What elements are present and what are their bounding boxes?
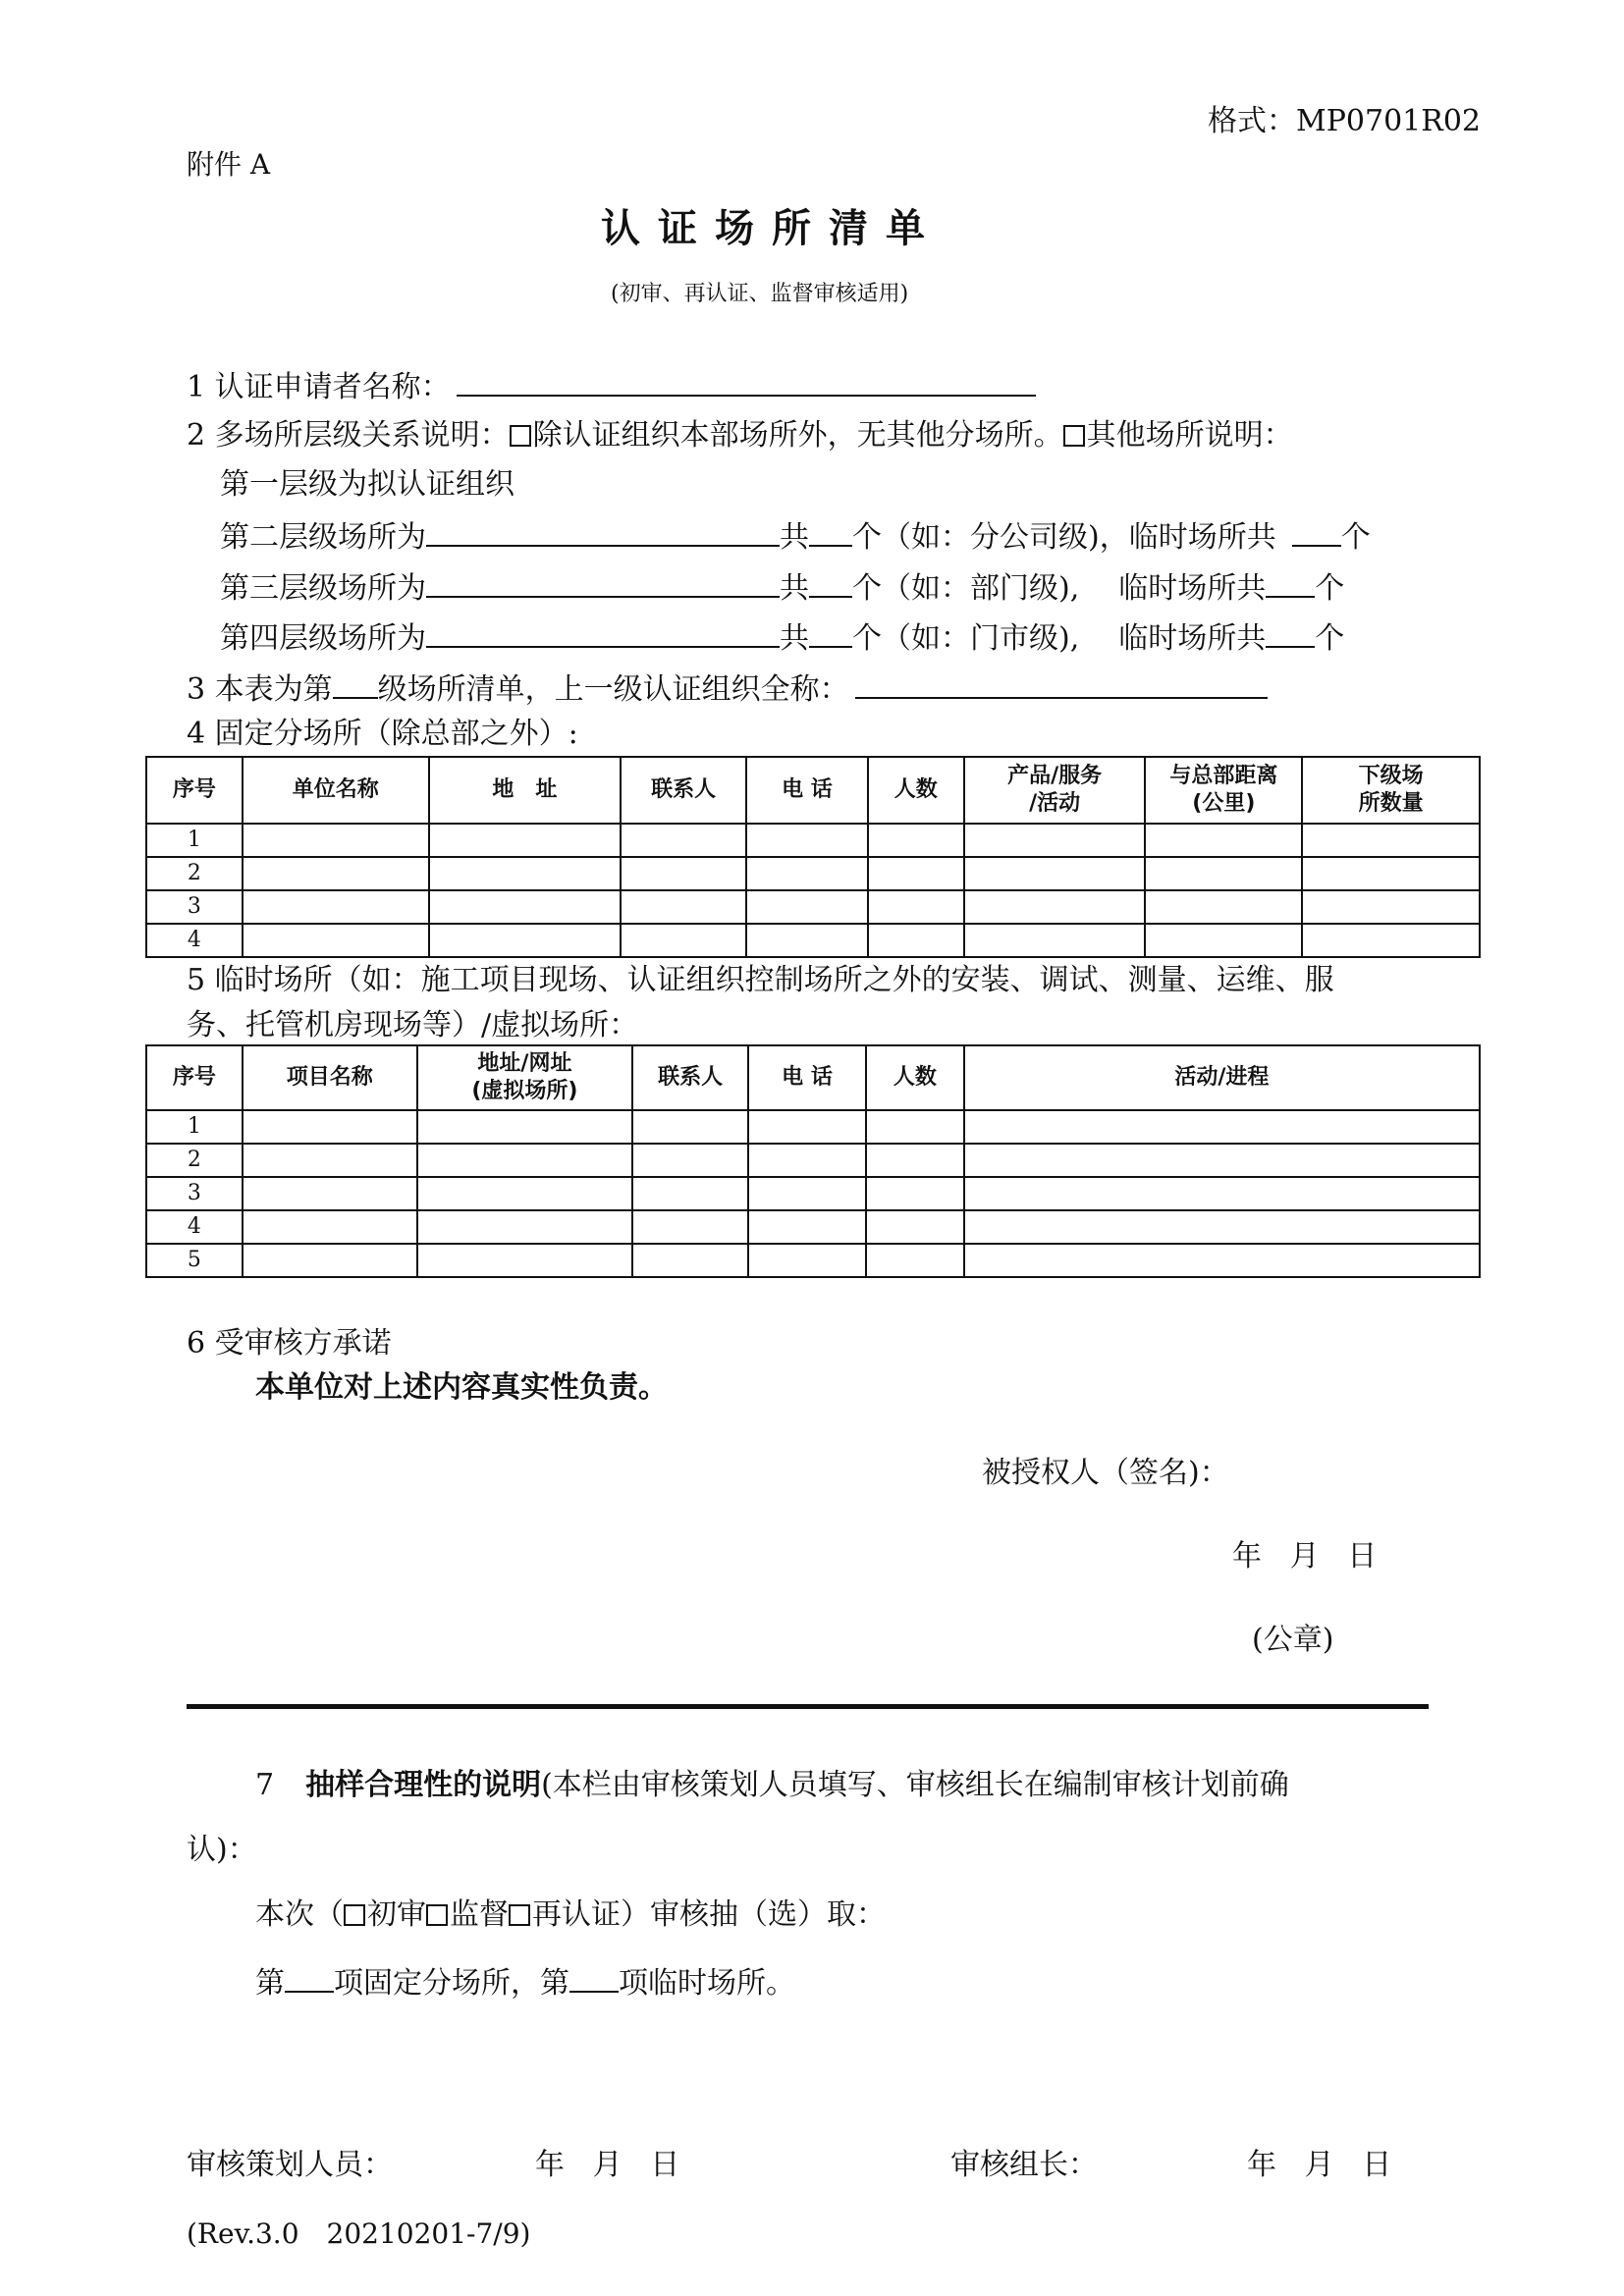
section7-note-line2: 认)：: [187, 1833, 257, 1867]
table-cell[interactable]: [621, 824, 746, 857]
section-divider: [187, 1704, 1429, 1709]
table-cell[interactable]: [621, 924, 746, 957]
col-headcount: 人数: [868, 757, 964, 824]
opt-surveillance-label: 监督: [450, 1897, 509, 1932]
checkbox-recert-audit[interactable]: [509, 1904, 530, 1926]
col-sub-sites: 下级场 所数量: [1302, 757, 1480, 824]
table-row: [146, 1210, 1480, 1244]
table-cell[interactable]: [964, 824, 1146, 857]
table-cell[interactable]: [866, 1177, 964, 1210]
level3-prefix: 第三层级场所为: [220, 571, 426, 606]
table-cell[interactable]: [417, 1144, 633, 1177]
signature-date: 年 月 日: [1232, 1539, 1378, 1574]
item1-row: [187, 365, 1036, 406]
audit-prefix: 本次（: [255, 1897, 344, 1932]
level2-prefix: 第二层级场所为: [220, 520, 426, 555]
section7-heading: 抽样合理性的说明: [305, 1768, 542, 1802]
table-cell[interactable]: [243, 924, 429, 957]
item3-suffix: 级场所清单，上一级认证组织全称：: [377, 672, 849, 707]
table-cell[interactable]: [748, 1210, 866, 1244]
table-cell[interactable]: [868, 890, 964, 924]
level3-count-field[interactable]: [809, 566, 852, 598]
table-row: [146, 824, 1480, 857]
table-cell[interactable]: [964, 890, 1146, 924]
item2-row: [187, 417, 1293, 454]
table-cell[interactable]: [632, 1110, 748, 1144]
table-cell[interactable]: [243, 1244, 417, 1277]
level3-temp: 临时场所共: [1118, 571, 1267, 606]
item2-option2: 其他场所说明：: [1086, 418, 1293, 453]
table-cell[interactable]: [243, 824, 429, 857]
col-headcount: 人数: [866, 1045, 964, 1110]
row-number: 5: [146, 1244, 243, 1277]
table-cell[interactable]: [964, 1210, 1480, 1244]
item5-line2: 务、托管机房现场等）/虚拟场所：: [187, 1008, 639, 1042]
col-product-service: 产品/服务 /活动: [964, 757, 1146, 824]
checkbox-other-sites[interactable]: [1063, 425, 1085, 447]
table-cell[interactable]: [866, 1210, 964, 1244]
fixed-site-pick-field[interactable]: [285, 1961, 334, 1993]
table-cell[interactable]: [429, 890, 622, 924]
item4-label: 4 固定分场所（除总部之外）:: [187, 717, 578, 751]
table-row: [146, 1110, 1480, 1144]
col-serial: 序号: [146, 1045, 243, 1110]
col-address-url: 地址/网址 (虚拟场所): [417, 1045, 633, 1110]
level3-mid: 共: [780, 571, 809, 606]
level4-count-field[interactable]: [809, 616, 852, 648]
col-phone: 电 话: [746, 757, 868, 824]
level3-temp-count-field[interactable]: [1266, 566, 1315, 598]
item3-row: [187, 667, 1268, 709]
level2-end: 个: [1340, 520, 1371, 555]
page-subtitle: (初审、再认证、监督审核适用): [611, 282, 909, 306]
table-cell[interactable]: [417, 1110, 633, 1144]
row-number: 2: [146, 857, 243, 890]
item3-prefix: 3 本表为第: [187, 672, 333, 707]
table-cell[interactable]: [748, 1244, 866, 1277]
level3-end: 个: [1315, 571, 1345, 606]
col-serial: 序号: [146, 757, 243, 824]
table-cell[interactable]: [866, 1110, 964, 1144]
col-phone: 电 话: [748, 1045, 866, 1110]
attachment-label: 附件 A: [187, 148, 271, 181]
row-number: 2: [146, 1144, 243, 1177]
table-cell[interactable]: [429, 857, 622, 890]
table-cell[interactable]: [621, 857, 746, 890]
audit-suffix: ）审核抽（选）取：: [621, 1897, 886, 1932]
table-cell[interactable]: [746, 857, 868, 890]
level4-end: 个: [1315, 621, 1345, 656]
leader-date: 年 月 日: [1247, 2148, 1392, 2182]
row-number: 3: [146, 1177, 243, 1210]
row-number: 1: [146, 1110, 243, 1144]
level3-sites-field[interactable]: [426, 566, 780, 598]
level2-count-field[interactable]: [809, 515, 852, 547]
table-cell[interactable]: [1302, 824, 1480, 857]
table-cell[interactable]: [417, 1210, 633, 1244]
level4-row: [220, 616, 1344, 658]
item2-label: 2 多场所层级关系说明：: [187, 418, 510, 453]
table-cell[interactable]: [964, 1244, 1480, 1277]
page-title: 认证场所清单: [601, 205, 943, 251]
level2-temp-count-field[interactable]: [1292, 515, 1341, 547]
row-number: 1: [146, 824, 243, 857]
site-level-field[interactable]: [333, 667, 378, 699]
table-row: [146, 1244, 1480, 1277]
table-cell[interactable]: [621, 890, 746, 924]
table-cell[interactable]: [417, 1244, 633, 1277]
table-cell[interactable]: [243, 1210, 417, 1244]
table-cell[interactable]: [632, 1244, 748, 1277]
col-activity-progress: 活动/进程: [964, 1045, 1480, 1110]
table-cell[interactable]: [746, 890, 868, 924]
format-code: 格式：MP0701R02: [1208, 104, 1482, 138]
checkbox-initial-audit[interactable]: [344, 1904, 365, 1926]
table-row: [146, 890, 1480, 924]
col-unit-name: 单位名称: [243, 757, 429, 824]
pick-prefix: 第: [255, 1966, 285, 2001]
table-cell[interactable]: [243, 857, 429, 890]
table-row: [146, 1144, 1480, 1177]
item5-line1: 5 临时场所（如：施工项目现场、认证组织控制场所之外的安装、调试、测量、运维、服: [187, 963, 1334, 997]
level2-mid: 共: [780, 520, 809, 555]
table-cell[interactable]: [748, 1144, 866, 1177]
sampling-row: [255, 1961, 795, 2002]
table-cell[interactable]: [748, 1177, 866, 1210]
pick-mid: 项固定分场所，第: [334, 1966, 569, 2001]
planner-date: 年 月 日: [535, 2148, 680, 2182]
level3-row: [220, 566, 1344, 608]
leader-label: 审核组长：: [950, 2148, 1098, 2182]
planner-label: 审核策划人员：: [187, 2148, 393, 2182]
table-cell[interactable]: [964, 1144, 1480, 1177]
audit-type-row: [255, 1896, 886, 1934]
table-cell[interactable]: [417, 1177, 633, 1210]
temp-table-header: [146, 1045, 1480, 1110]
table-cell[interactable]: [748, 1110, 866, 1144]
section7-line1: [255, 1767, 1289, 1804]
opt-recert-label: 再认证: [532, 1897, 621, 1932]
table-row: [146, 924, 1480, 957]
checkbox-no-other-sites[interactable]: [510, 425, 531, 447]
table-cell[interactable]: [746, 924, 868, 957]
table-cell[interactable]: [746, 824, 868, 857]
table-cell[interactable]: [632, 1177, 748, 1210]
level3-suffix: 个（如：部门级),: [852, 571, 1080, 606]
official-seal-label: (公章): [1252, 1623, 1334, 1657]
col-distance: 与总部距离 (公里): [1145, 757, 1302, 824]
col-contact: 联系人: [632, 1045, 748, 1110]
authorized-signature-label: 被授权人（签名)：: [982, 1456, 1229, 1490]
item1-label: 1 认证申请者名称：: [187, 370, 451, 404]
level4-prefix: 第四层级场所为: [220, 621, 426, 656]
item6-label: 6 受审核方承诺: [187, 1326, 392, 1361]
table-cell[interactable]: [1145, 824, 1302, 857]
table-cell[interactable]: [429, 824, 622, 857]
row-number: 4: [146, 924, 243, 957]
table-cell[interactable]: [868, 857, 964, 890]
table-cell[interactable]: [868, 824, 964, 857]
table-cell[interactable]: [243, 890, 429, 924]
table-cell[interactable]: [1145, 890, 1302, 924]
table-cell[interactable]: [964, 924, 1146, 957]
table-cell[interactable]: [964, 857, 1146, 890]
table-cell[interactable]: [964, 1110, 1480, 1144]
level4-mid: 共: [780, 621, 809, 656]
row-number: 3: [146, 890, 243, 924]
level4-sites-field[interactable]: [426, 616, 780, 648]
level4-temp-count-field[interactable]: [1266, 616, 1315, 648]
parent-org-name-field[interactable]: [855, 667, 1268, 699]
revision-label: (Rev.3.0 20210201-7/9): [187, 2217, 531, 2250]
checkbox-surveillance-audit[interactable]: [426, 1904, 448, 1926]
level4-suffix: 个（如：门市级),: [852, 621, 1080, 656]
table-cell[interactable]: [1302, 924, 1480, 957]
temp-sites-table: [145, 1044, 1481, 1278]
table-cell[interactable]: [632, 1144, 748, 1177]
section7-note: (本栏由审核策划人员填写、审核组长在编制审核计划前确: [541, 1768, 1289, 1802]
opt-initial-label: 初审: [367, 1897, 426, 1932]
table-cell[interactable]: [632, 1210, 748, 1244]
col-project-name: 项目名称: [243, 1045, 417, 1110]
table-cell[interactable]: [868, 924, 964, 957]
fixed-sites-table: [145, 756, 1481, 958]
table-cell[interactable]: [243, 1110, 417, 1144]
pick-suffix: 项临时场所。: [619, 1966, 795, 2001]
row-number: 4: [146, 1210, 243, 1244]
col-contact: 联系人: [621, 757, 746, 824]
applicant-name-field[interactable]: [457, 365, 1036, 397]
section7-number: 7: [255, 1768, 275, 1802]
col-address: 地 址: [429, 757, 622, 824]
table-cell[interactable]: [243, 1177, 417, 1210]
table-row: [146, 1177, 1480, 1210]
table-cell[interactable]: [866, 1144, 964, 1177]
fixed-table-header: [146, 757, 1480, 824]
table-cell[interactable]: [1145, 857, 1302, 890]
table-cell[interactable]: [243, 1144, 417, 1177]
item2-option1: 除认证组织本部场所外，无其他分场所。: [532, 418, 1063, 453]
table-cell[interactable]: [1302, 890, 1480, 924]
table-cell[interactable]: [1145, 924, 1302, 957]
level2-sites-field[interactable]: [426, 515, 780, 547]
table-row: [146, 857, 1480, 890]
table-cell[interactable]: [1302, 857, 1480, 890]
level4-temp: 临时场所共: [1118, 621, 1267, 656]
table-cell[interactable]: [429, 924, 622, 957]
table-cell[interactable]: [866, 1244, 964, 1277]
table-cell[interactable]: [964, 1177, 1480, 1210]
level1-text: 第一层级为拟认证组织: [220, 467, 514, 502]
level2-suffix: 个（如：分公司级)，临时场所共: [852, 520, 1276, 555]
level2-row: [220, 515, 1371, 557]
temp-site-pick-field[interactable]: [569, 1961, 619, 1993]
commitment-statement: 本单位对上述内容真实性负责。: [255, 1370, 668, 1405]
